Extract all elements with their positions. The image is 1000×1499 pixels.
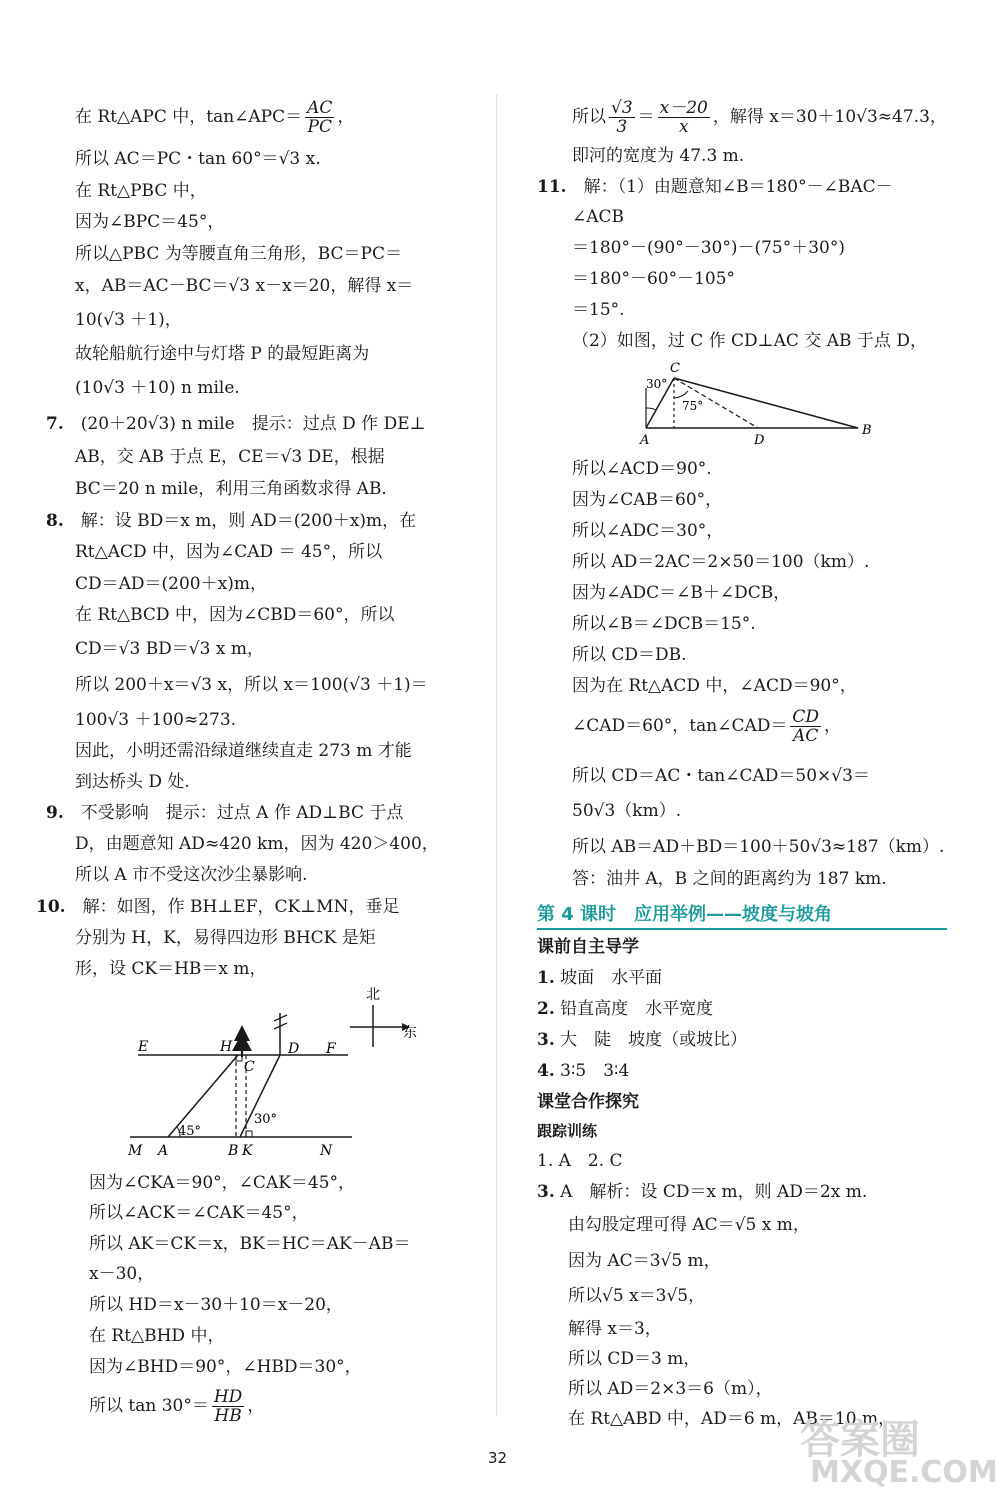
line: 所以∠B＝∠DCB＝15°. (572, 614, 756, 634)
label-A: A (158, 1143, 169, 1159)
line: 到达桥头 D 处. (75, 772, 190, 792)
line: 所以 CD＝AC・tan∠CAD＝50×√3＝ (572, 766, 870, 786)
line: CD＝√3 BD＝√3 x m， (75, 639, 264, 659)
line: 因为∠BPC＝45°， (75, 212, 225, 232)
fraction: $\frac{AC}{PC}$ (307, 98, 333, 137)
watermark-logo: 答案圈 (800, 1417, 920, 1463)
line: D，由题意知 AD≈420 km，因为 420＞400， (75, 834, 439, 854)
figure-10-river-diagram (120, 985, 440, 1165)
line: 因为 AC＝3√5 m， (568, 1251, 721, 1271)
line: ∠CAD＝60°，tan∠CAD＝ $\frac{CD}{AC}$ ， (572, 707, 842, 746)
label-N: N (320, 1143, 333, 1159)
label-H: H (220, 1039, 233, 1055)
column-divider (496, 95, 497, 1415)
line: AB，交 AB 于点 E，CE＝√3 DE，根据 (75, 447, 385, 467)
line: (10√3 ＋10) n mile. (75, 378, 240, 398)
line: ＝15°. (572, 300, 625, 320)
fraction: $\frac{HD}{HB}$ (213, 1387, 243, 1426)
label-30: 30° (254, 1112, 278, 1127)
line: 所以 AB＝AD＋BD＝100＋50√3≈187（km）. (572, 837, 945, 857)
line: 分别为 H，K，易得四边形 BHCK 是矩 (75, 928, 376, 948)
fraction: $\frac{√3}{3}$ (611, 98, 633, 137)
label-30: 30° (646, 377, 668, 391)
line: 形，设 CK＝HB＝x m， (75, 959, 267, 979)
subsection-title: 课前自主导学 (537, 937, 639, 957)
line: ＝180°－60°－105° (572, 269, 736, 289)
section-underline (537, 928, 947, 930)
label-C: C (670, 361, 680, 376)
item-10: 10. 解：如图，作 BH⊥EF，CK⊥MN，垂足 (36, 897, 400, 917)
line: x，AB＝AC－BC＝√3 x－x＝20，解得 x＝ (75, 276, 414, 296)
label-D: D (754, 433, 765, 448)
page-number: 32 (488, 1449, 508, 1467)
line: 在 Rt△BHD 中， (89, 1326, 225, 1346)
list-item: 4. 3∶5 3∶4 (537, 1061, 630, 1081)
line: Rt△ACD 中，因为∠CAD ＝ 45°，所以 (75, 542, 383, 562)
line: 所以 CD＝3 m， (568, 1349, 701, 1369)
line: 由勾股定理可得 AC＝√5 x m， (568, 1215, 810, 1235)
line: 因此，小明还需沿绿道继续直走 273 m 才能 (75, 741, 412, 761)
line: 因为∠CAB＝60°， (572, 490, 723, 510)
line: 所以 $\frac{√3}{3}$ ＝ $\frac{x-20}{x}$ ，解得 x＝30＋10√3≈47.3， (572, 98, 947, 137)
line: 因为∠CKA＝90°，∠CAK＝45°， (89, 1173, 356, 1193)
line: 50√3（km）. (572, 801, 682, 821)
line: 所以△PBC 为等腰直角三角形，BC＝PC＝ (75, 244, 402, 264)
line: 解得 x＝3， (568, 1319, 662, 1339)
line: 故轮船航行途中与灯塔 P 的最短距离为 (75, 344, 370, 364)
figure-11-triangle-diagram (630, 358, 890, 450)
label-K: K (242, 1143, 253, 1159)
line: 所以√5 x＝3√5， (568, 1286, 706, 1306)
subsection-title: 课堂合作探究 (537, 1092, 639, 1112)
label-A: A (640, 433, 650, 448)
tree-icon (232, 1033, 252, 1051)
item-8: 8. 解：设 BD＝x m，则 AD＝(200＋x)m，在 (46, 511, 417, 531)
list-item: 1. 坡面 水平面 (537, 968, 663, 988)
list-item: 1. A 2. C (537, 1151, 623, 1171)
line: 所以 tan 30°＝ $\frac{HD}{HB}$ ， (89, 1387, 265, 1426)
line: BC＝20 n mile，利用三角函数求得 AB. (75, 479, 387, 499)
label-F: F (326, 1041, 336, 1057)
item-11: 11. 解：（1）由题意知∠B＝180°－∠BAC－ (537, 177, 893, 197)
list-item: 3. 大 陡 坡度（或坡比） (537, 1030, 748, 1050)
label-45: 45° (178, 1124, 202, 1139)
label-75: 75° (682, 399, 704, 413)
watermark-url: MXQE.COM (810, 1455, 998, 1490)
subsection-title: 跟踪训练 (537, 1122, 598, 1140)
label-B: B (228, 1143, 239, 1159)
fraction: $\frac{CD}{AC}$ (792, 707, 820, 746)
list-item: 2. 铅直高度 水平宽度 (537, 999, 714, 1019)
section-title: 第 4 课时 应用举例——坡度与坡角 (537, 904, 833, 925)
line: 所以 HD＝x－30＋10＝x－20， (89, 1295, 343, 1315)
fraction: $\frac{x-20}{x}$ (659, 98, 708, 137)
label-B: B (862, 423, 872, 438)
line: 因为∠BHD＝90°，∠HBD＝30°， (89, 1357, 362, 1377)
line: （2）如图，过 C 作 CD⊥AC 交 AB 于点 D， (572, 331, 927, 351)
line: CD＝AD＝(200＋x)m， (75, 574, 267, 594)
line: 所以∠ADC＝30°， (572, 521, 724, 541)
line: 所以 CD＝DB. (572, 645, 687, 665)
line: 因为在 Rt△ACD 中，∠ACD＝90°， (572, 676, 857, 696)
line: 即河的宽度为 47.3 m. (572, 146, 745, 166)
line: 答：油井 A，B 之间的距离约为 187 km. (572, 869, 887, 889)
line: 所以 A 市不受这次沙尘暴影响. (75, 865, 308, 885)
line: ∠ACB (572, 207, 625, 227)
line: 所以 AD＝2AC＝2×50＝100（km）. (572, 552, 870, 572)
label-north: 北 (366, 987, 380, 1003)
list-item: 3. A 解析：设 CD＝x m，则 AD＝2x m. (537, 1182, 868, 1202)
line: 因为∠ADC＝∠B＋∠DCB， (572, 583, 791, 603)
line: 在 Rt△APC 中，tan∠APC＝ $\frac{AC}{PC}$ ， (75, 98, 355, 137)
line: 100√3 ＋100≈273. (75, 710, 237, 730)
line: 所以 200＋x＝√3 x，所以 x＝100(√3 ＋1)＝ (75, 675, 428, 695)
line: 所以 AK＝CK＝x，BK＝HC＝AK－AB＝ (89, 1234, 411, 1254)
item-9: 9. 不受影响 提示：过点 A 作 AD⊥BC 于点 (46, 803, 404, 823)
label-east: 东 (403, 1025, 417, 1041)
line: 所以∠ACK＝∠CAK＝45°， (89, 1203, 309, 1223)
line: 所以∠ACD＝90°. (572, 459, 712, 479)
label-D: D (288, 1041, 300, 1057)
line: 所以 AC＝PC・tan 60°＝√3 x. (75, 149, 321, 169)
line: x－30， (89, 1264, 155, 1284)
label-C: C (244, 1059, 255, 1075)
line: ＝180°－(90°－30°)－(75°＋30°) (572, 238, 846, 258)
line: 在 Rt△ABD 中，AD＝6 m，AB＝10 m， (568, 1409, 896, 1429)
line: 在 Rt△BCD 中，因为∠CBD＝60°，所以 (75, 605, 395, 625)
line: 10(√3 ＋1)， (75, 310, 182, 330)
line: 所以 AD＝2×3＝6（m）， (568, 1379, 773, 1399)
label-M: M (128, 1143, 143, 1159)
label-E: E (138, 1039, 149, 1055)
item-7: 7. (20＋20√3) n mile 提示：过点 D 作 DE⊥ (46, 414, 426, 434)
line: 在 Rt△PBC 中， (75, 181, 207, 201)
